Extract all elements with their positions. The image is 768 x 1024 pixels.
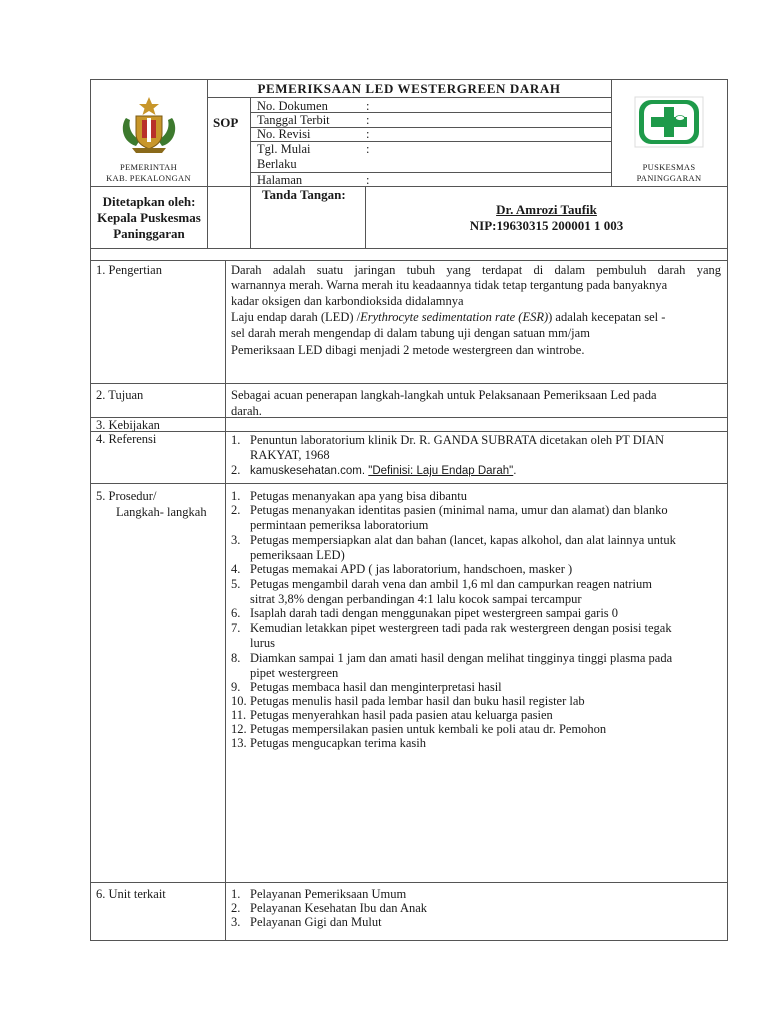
prosedur-label: 5. Prosedur/: [96, 489, 157, 503]
pengertian-esr-term: Erythrocyte sedimentation rate (ESR): [360, 310, 549, 324]
right-org-line1: PUSKESMAS: [642, 162, 696, 172]
meta-sep: :: [366, 173, 370, 187]
step-text: Diamkan sampai 1 jam dan amati hasil dengan melihat tingginya tinggi plasma pada: [250, 651, 673, 665]
document-title: PEMERIKSAAN LED WESTERGREEN DARAH: [257, 81, 561, 96]
step-num: 12.: [231, 722, 247, 736]
step-num: 4.: [231, 562, 241, 576]
step-text: Petugas mempersilakan pasien untuk kembali ke poli atau dr. Pemohon: [250, 722, 607, 736]
step-num: 3.: [231, 533, 241, 547]
tujuan-label: 2. Tujuan: [96, 388, 144, 402]
unit-item: Pelayanan Gigi dan Mulut: [250, 915, 382, 929]
step-text: Kemudian letakkan pipet westergreen tadi pada rak westergreen dengan posisi tegak: [250, 621, 672, 635]
step-text: Petugas menanyakan apa yang bisa dibantu: [250, 489, 467, 503]
step-text: Petugas menyerahkan hasil pada pasien atau keluarga pasien: [250, 708, 553, 722]
unit-num: 3.: [231, 915, 241, 929]
pengertian-line: Pemeriksaan LED dibagi menjadi 2 metode westergreen dan wintrobe.: [231, 343, 585, 357]
referensi-num: 1.: [231, 433, 241, 447]
step-num: 9.: [231, 680, 241, 694]
pengertian-label: 1. Pengertian: [96, 263, 162, 277]
prosedur-label: Langkah- langkah: [116, 505, 207, 519]
ditetapkan-line2: Kepala Puskesmas: [97, 210, 201, 225]
right-org-line2: PANINGGARAN: [636, 173, 702, 183]
pengertian-line: kadar oksigen dan karbondioksida didalamnya: [231, 294, 464, 308]
unit-item: Pelayanan Pemeriksaan Umum: [250, 887, 407, 901]
tujuan-line: darah.: [231, 404, 262, 418]
step-text: lurus: [250, 636, 275, 650]
ditetapkan-line1: Ditetapkan oleh:: [102, 194, 196, 209]
step-num: 7.: [231, 621, 241, 635]
step-text: permintaan pemeriksa laboratorium: [250, 518, 429, 532]
referensi-item: RAKYAT, 1968: [250, 448, 330, 462]
step-text: Petugas memakai APD ( jas laboratorium, handschoen, masker ): [250, 562, 573, 576]
pengertian-line: Darah adalah suatu jaringan tubuh yang terdapat di dalam pembuluh darah yang: [231, 263, 721, 277]
pengertian-line: sel darah merah mengendap di dalam tabung uji dengan satuan mm/jam: [231, 326, 590, 340]
left-org-line2: KAB. PEKALONGAN: [106, 173, 191, 183]
step-num: 1.: [231, 489, 241, 503]
sop-label: SOP: [213, 115, 239, 130]
step-num: 11.: [231, 708, 247, 722]
referensi-end: .: [513, 465, 517, 477]
signer-nip: NIP:19630315 200001 1 003: [469, 218, 624, 233]
left-org-line1: PEMERINTAH: [119, 162, 178, 172]
unit-num: 1.: [231, 887, 241, 901]
step-num: 6.: [231, 606, 241, 620]
step-text: Petugas mengambil darah vena dan ambil 1,6 ml dan campurkan reagen natrium: [250, 577, 652, 591]
meta-label-tgl-mulai: Tgl. Mulai: [257, 142, 311, 156]
pengertian-text: ) adalah kecepatan sel -: [548, 310, 666, 324]
step-num: 13.: [231, 736, 247, 750]
pengertian-text: Laju endap darah (LED) /: [231, 310, 361, 324]
tujuan-line: Sebagai acuan penerapan langkah-langkah untuk Pelaksanaan Pemeriksaan Led pada: [231, 388, 657, 402]
meta-sep: :: [366, 127, 370, 141]
step-text: Petugas mempersiapkan alat dan bahan (lancet, kapas alkohol, dan alat lainnya untuk: [250, 533, 676, 547]
pengertian-led-line: [231, 310, 665, 324]
referensi-definition-link[interactable]: "Definisi: Laju Endap Darah": [368, 465, 514, 477]
step-text: sitrat 3,8% dengan perbandingan 4:1 lalu kocok sampai tercampur: [250, 592, 582, 606]
meta-label-no-dokumen: No. Dokumen: [257, 99, 328, 113]
step-text: Isaplah darah tadi dengan menggunakan pipet westergreen sampai garis 0: [250, 606, 619, 620]
referensi-item: Penuntun laboratorium klinik Dr. R. GANDA SUBRATA dicetakan oleh PT DIAN: [250, 433, 665, 447]
tanda-tangan-label: Tanda Tangan:: [262, 187, 346, 202]
signer-name: Dr. Amrozi Taufik: [496, 202, 597, 217]
ditetapkan-line3: Paninggaran: [113, 226, 185, 241]
unit-terkait-label: 6. Unit terkait: [96, 887, 166, 901]
meta-label-no-revisi: No. Revisi: [257, 127, 311, 141]
meta-label-tanggal-terbit: Tanggal Terbit: [257, 113, 330, 127]
step-text: pemeriksaan LED): [250, 548, 345, 562]
step-num: 5.: [231, 577, 241, 591]
meta-label-halaman: Halaman: [257, 173, 303, 187]
referensi-label: 4. Referensi: [96, 432, 157, 446]
pengertian-line: warnannya merah. Warna merah itu keadaannya tidak tetap tergantung pada banyaknya: [231, 278, 668, 292]
unit-num: 2.: [231, 901, 241, 915]
step-text: pipet westergreen: [250, 666, 339, 680]
step-text: Petugas mengucapkan terima kasih: [250, 736, 426, 750]
meta-label-berlaku: Berlaku: [257, 157, 297, 171]
step-text: Petugas membaca hasil dan menginterpretasi hasil: [250, 680, 502, 694]
pekalongan-crest-logo: [118, 96, 180, 154]
referensi-web-item: [250, 464, 516, 478]
meta-sep: :: [366, 99, 370, 113]
step-text: Petugas menulis hasil pada lembar hasil dan buku hasil register lab: [250, 694, 585, 708]
meta-sep: :: [366, 142, 370, 156]
unit-item: Pelayanan Kesehatan Ibu dan Anak: [250, 901, 428, 915]
meta-sep: :: [366, 113, 370, 127]
step-num: 2.: [231, 503, 241, 517]
referensi-num: 2.: [231, 463, 241, 477]
referensi-site: kamuskesehatan.com.: [250, 465, 366, 477]
kebijakan-label: 3. Kebijakan: [96, 418, 160, 432]
step-num: 10.: [231, 694, 247, 708]
step-num: 8.: [231, 651, 241, 665]
step-text: Petugas menanyakan identitas pasien (minimal nama, umur dan alamat) dan blanko: [250, 503, 668, 517]
puskesmas-logo: [634, 96, 704, 148]
